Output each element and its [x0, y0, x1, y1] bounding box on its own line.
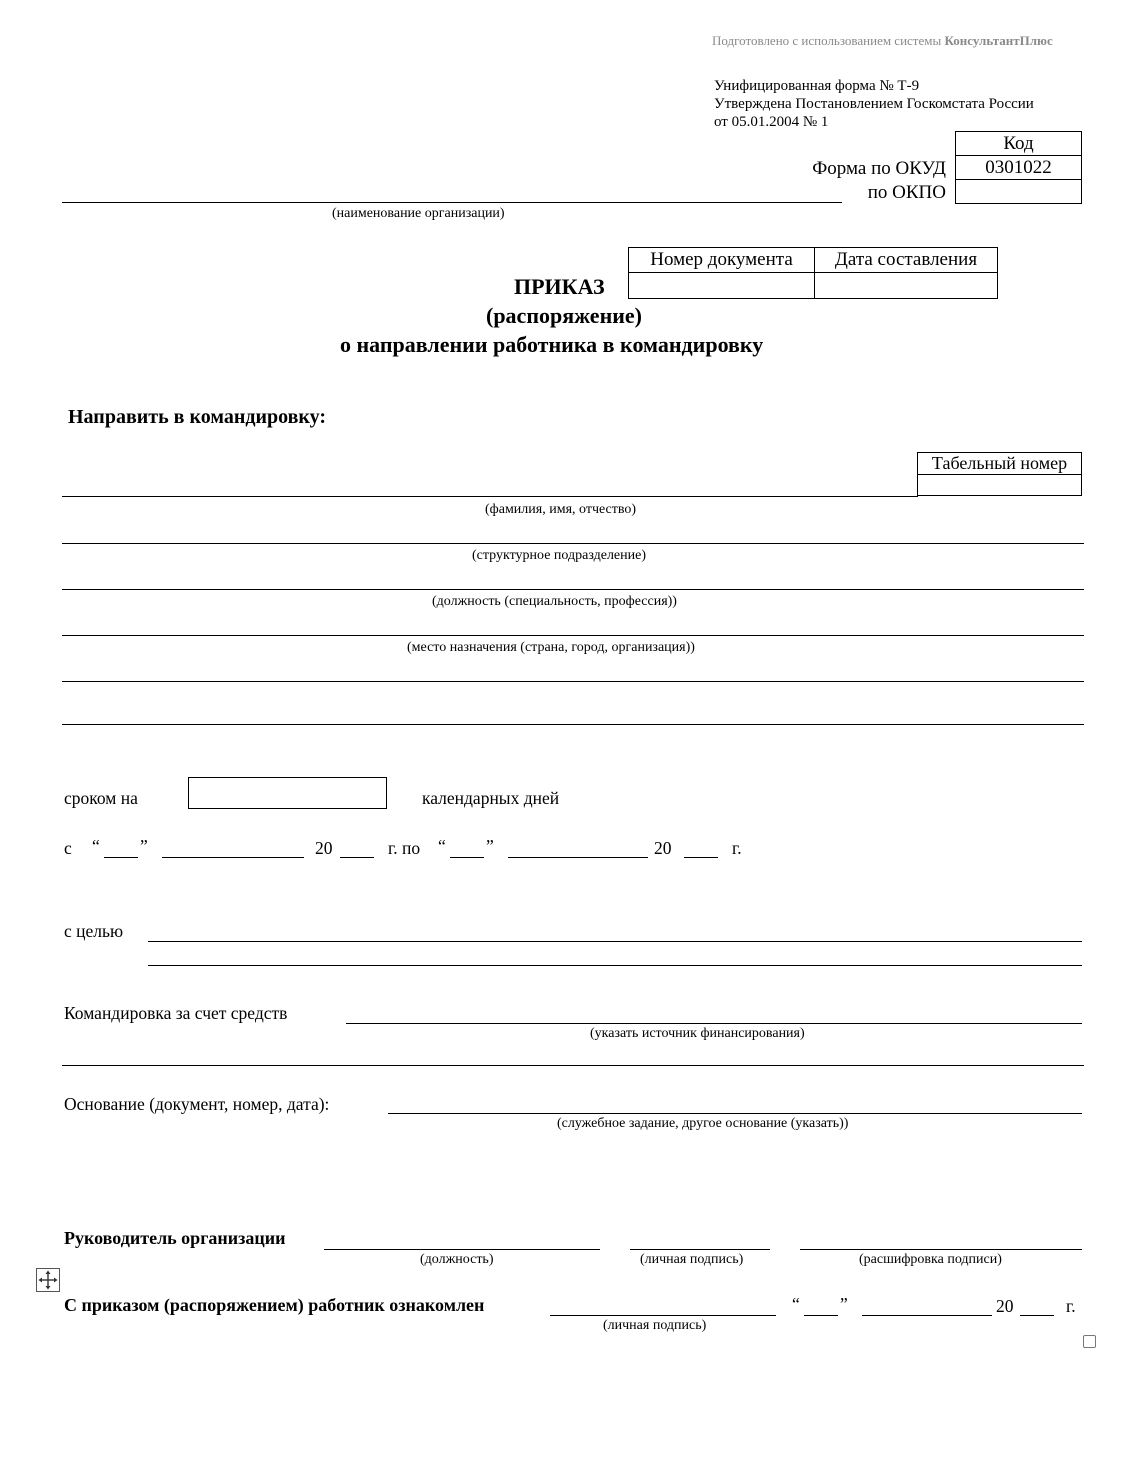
acquainted-year-field[interactable] — [1020, 1315, 1054, 1316]
okud-label: Форма по ОКУД — [812, 158, 946, 179]
to-month-field[interactable] — [508, 857, 648, 858]
send-label: Направить в командировку: — [68, 406, 327, 428]
department-caption: (структурное подразделение) — [472, 548, 647, 563]
head-position-field[interactable] — [324, 1249, 600, 1250]
okud-value[interactable]: 0301022 — [956, 156, 1082, 180]
head-position-caption: (должность) — [420, 1252, 494, 1267]
title-rasporyazhenie: (распоряжение) — [486, 303, 643, 328]
from-close-quote: ” — [140, 836, 148, 856]
to-day-field[interactable] — [450, 857, 484, 858]
term-suffix: календарных дней — [422, 788, 560, 808]
basis-field[interactable] — [388, 1113, 1082, 1114]
acquainted-close-quote: ” — [840, 1294, 848, 1314]
prepared-note — [712, 33, 1053, 49]
from-year-prefix: 20 — [315, 838, 333, 858]
destination-caption: (место назначения (страна, город, организация)) — [407, 640, 695, 655]
term-prefix: сроком на — [64, 788, 138, 808]
form-line-1: Унифицированная форма № Т-9 — [714, 78, 920, 94]
acquainted-signature-caption: (личная подпись) — [603, 1318, 707, 1333]
from-month-field[interactable] — [162, 857, 304, 858]
purpose-field[interactable] — [148, 941, 1082, 942]
purpose-label: с целью — [64, 921, 124, 941]
doc-number-header: Номер документа — [629, 248, 815, 273]
position-field[interactable] — [62, 589, 1084, 590]
head-decoding-caption: (расшифровка подписи) — [859, 1252, 1002, 1267]
to-close-quote: ” — [486, 836, 494, 856]
to-year-suffix: г. — [732, 838, 742, 858]
acquainted-signature-field[interactable] — [550, 1315, 776, 1316]
prepared-note-brand: КонсультантПлюс — [944, 33, 1053, 48]
department-field[interactable] — [62, 543, 1084, 544]
doc-number-date-table — [628, 247, 998, 299]
fio-caption: (фамилия, имя, отчество) — [485, 502, 637, 517]
acquainted-open-quote: “ — [792, 1294, 800, 1314]
doc-date-input[interactable] — [815, 273, 998, 299]
funding-field[interactable] — [346, 1023, 1082, 1024]
tabel-input[interactable] — [918, 475, 1082, 496]
acquainted-month-field[interactable] — [862, 1315, 992, 1316]
destination-field[interactable] — [62, 635, 1084, 636]
doc-number-input[interactable] — [629, 273, 815, 299]
head-decoding-field[interactable] — [800, 1249, 1082, 1250]
to-year-field[interactable] — [684, 857, 718, 858]
acquainted-year-suffix: г. — [1066, 1296, 1076, 1316]
organization-caption: (наименование организации) — [332, 206, 505, 221]
doc-date-header: Дата составления — [815, 248, 998, 273]
head-signature-caption: (личная подпись) — [640, 1252, 744, 1267]
acquainted-label: С приказом (распоряжением) работник ознакомлен — [64, 1295, 485, 1315]
from-day-field[interactable] — [104, 857, 138, 858]
acquainted-day-field[interactable] — [804, 1315, 838, 1316]
fio-field[interactable] — [62, 496, 918, 497]
title-prikaz: ПРИКАЗ — [514, 274, 605, 299]
destination-field-extra-1[interactable] — [62, 681, 1084, 682]
prepared-note-text: Подготовлено с использованием системы — [712, 33, 942, 48]
title-subject: о направлении работника в командировку — [340, 332, 764, 357]
from-year-field[interactable] — [340, 857, 374, 858]
from-label: с — [64, 838, 72, 858]
destination-field-extra-2[interactable] — [62, 724, 1084, 725]
form-line-3: от 05.01.2004 № 1 — [714, 114, 829, 130]
funding-caption: (указать источник финансирования) — [590, 1026, 805, 1041]
okpo-label: по ОКПО — [867, 182, 946, 203]
funding-field-extra[interactable] — [62, 1065, 1084, 1066]
okpo-value[interactable] — [956, 180, 1082, 204]
kod-header: Код — [956, 132, 1082, 156]
basis-label: Основание (документ, номер, дата): — [64, 1094, 330, 1114]
to-year-prefix: 20 — [654, 838, 672, 858]
move-handle-icon[interactable] — [36, 1268, 60, 1292]
to-open-quote: “ — [438, 836, 446, 856]
acquainted-year-prefix: 20 — [996, 1296, 1014, 1316]
from-open-quote: “ — [92, 836, 100, 856]
term-days-input[interactable] — [188, 777, 387, 809]
head-signature-field[interactable] — [630, 1249, 770, 1250]
tabel-header: Табельный номер — [918, 453, 1082, 475]
resize-handle-icon[interactable] — [1083, 1335, 1096, 1348]
funding-label: Командировка за счет средств — [64, 1003, 288, 1023]
codes-table — [955, 131, 1082, 204]
to-label: г. по — [388, 838, 421, 858]
basis-caption: (служебное задание, другое основание (указать)) — [557, 1116, 849, 1131]
purpose-field-extra[interactable] — [148, 965, 1082, 966]
tabel-table — [917, 452, 1082, 496]
head-label: Руководитель организации — [64, 1228, 286, 1248]
position-caption: (должность (специальность, профессия)) — [432, 594, 677, 609]
form-line-2: Утверждена Постановлением Госкомстата России — [714, 96, 1034, 112]
organization-field[interactable] — [62, 202, 842, 203]
